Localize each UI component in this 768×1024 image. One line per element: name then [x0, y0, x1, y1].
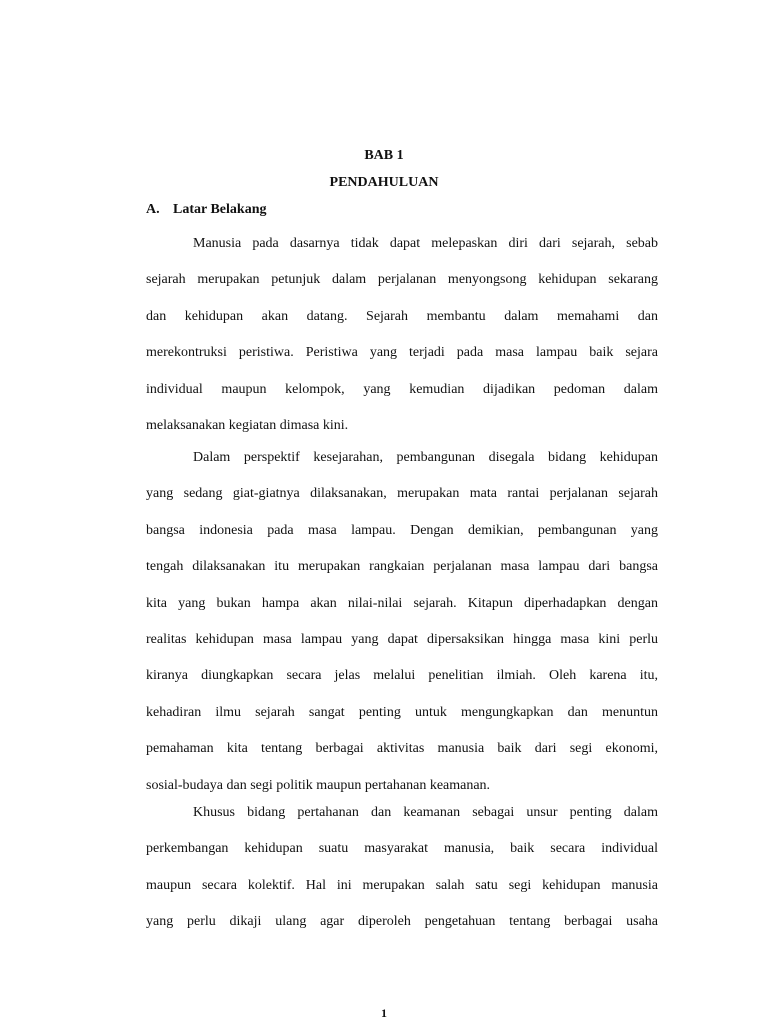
section-heading — [146, 202, 266, 218]
paragraph-line: Khusus bidang pertahanan dan keamanan sebagai unsur penting dalam — [193, 805, 658, 820]
paragraph-line: Manusia pada dasarnya tidak dapat melepaskan diri dari sejarah, sebab — [193, 236, 658, 251]
paragraph-1 — [146, 226, 658, 444]
paragraph-line: bangsa indonesia pada masa lampau. Dengan demikian, pembangunan yang — [146, 522, 658, 538]
paragraph-line: merekontruksi peristiwa. Peristiwa yang terjadi pada masa lampau baik sejara — [146, 345, 658, 361]
paragraph-line: pemahaman kita tentang berbagai aktivitas manusia baik dari segi ekonomi, — [146, 741, 658, 757]
paragraph-line: melaksanakan kegiatan dimasa kini. — [146, 417, 349, 433]
paragraph-line: kita yang bukan hampa akan nilai-nilai sejarah. Kitapun diperhadapkan dengan — [146, 595, 658, 611]
paragraph-line: yang perlu dikaji ulang agar diperoleh pengetahuan tentang berbagai usaha — [146, 914, 658, 930]
paragraph-line: kiranya diungkapkan secara jelas melalui penelitian ilmiah. Oleh karena itu, — [146, 668, 658, 684]
paragraph-3 — [146, 795, 658, 941]
section-title: Latar Belakang — [173, 202, 267, 217]
paragraph-line: maupun secara kolektif. Hal ini merupakan salah satu segi kehidupan manusia — [146, 877, 658, 893]
section-number: A. — [146, 202, 160, 217]
chapter-number: BAB 1 — [364, 148, 404, 163]
paragraph-line: tengah dilaksanakan itu merupakan rangkaian perjalanan masa lampau dari bangsa — [146, 559, 658, 575]
paragraph-line: yang sedang giat-giatnya dilaksanakan, merupakan mata rantai perjalanan sejarah — [146, 486, 658, 502]
paragraph-line: individual maupun kelompok, yang kemudian dijadikan pedoman dalam — [146, 381, 658, 397]
paragraph-line: dan kehidupan akan datang. Sejarah membantu dalam memahami dan — [146, 308, 658, 324]
paragraph-line: kehadiran ilmu sejarah sangat penting untuk mengungkapkan dan menuntun — [146, 704, 658, 720]
paragraph-2 — [146, 440, 658, 804]
paragraph-line: sejarah merupakan petunjuk dalam perjalanan menyongsong kehidupan sekarang — [146, 272, 658, 288]
paragraph-line: Dalam perspektif kesejarahan, pembangunan disegala bidang kehidupan — [193, 450, 658, 465]
paragraph-line: realitas kehidupan masa lampau yang dapat dipersaksikan hingga masa kini perlu — [146, 631, 658, 647]
chapter-title: PENDAHULUAN — [329, 175, 439, 190]
page-number: 1 — [381, 1006, 387, 1020]
paragraph-line: perkembangan kehidupan suatu masyarakat manusia, baik secara individual — [146, 841, 658, 857]
paragraph-line: sosial-budaya dan segi politik maupun pertahanan keamanan. — [146, 777, 491, 793]
